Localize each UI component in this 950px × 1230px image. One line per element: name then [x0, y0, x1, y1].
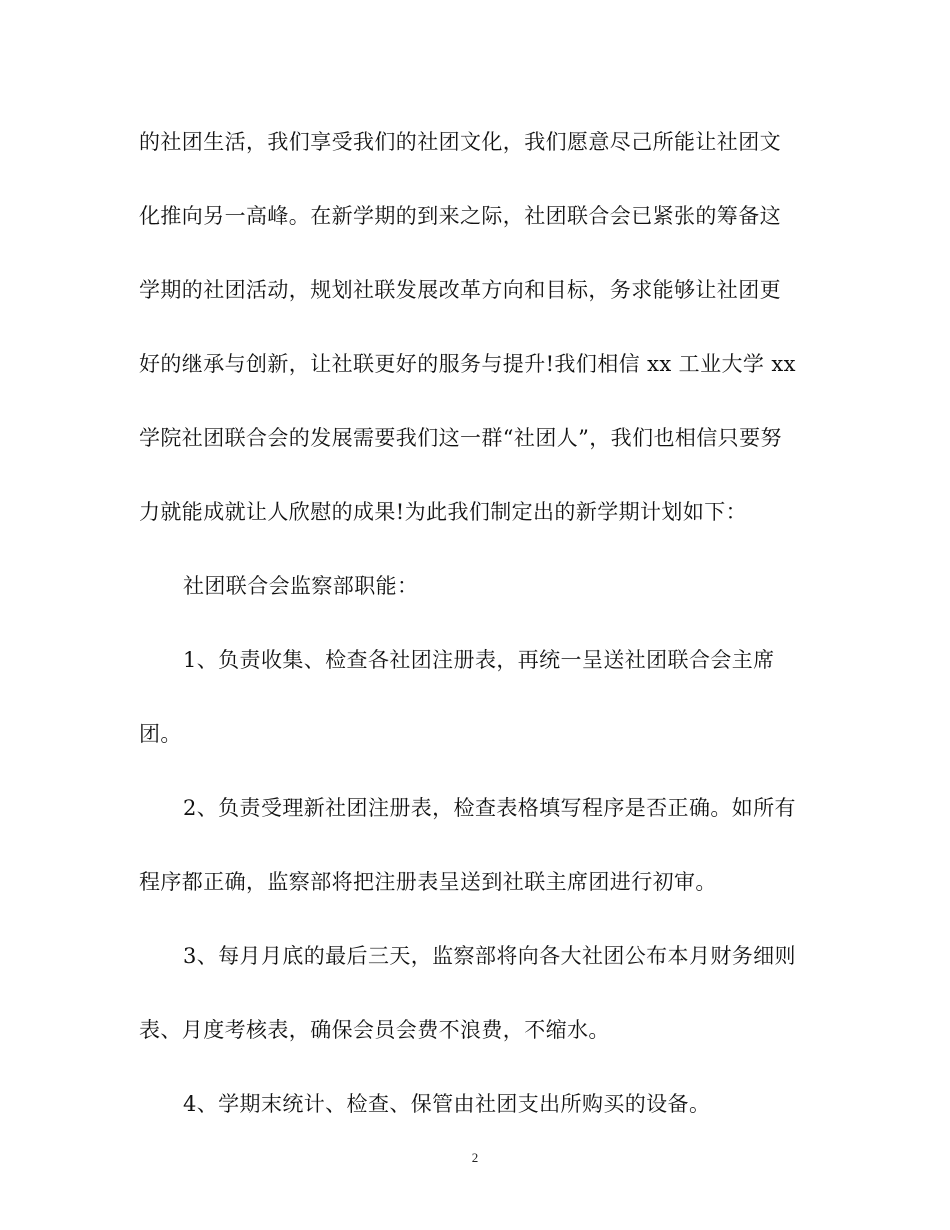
text-line-2: 化推向另一高峰。在新学期的到来之际，社团联合会已紧张的筹备这: [139, 204, 781, 228]
text-line-6: 力就能成就让人欣慰的成果!为此我们制定出的新学期计划如下：: [139, 500, 748, 524]
list-item-3-continued: 表、月度考核表，确保会员会费不浪费，不缩水。: [139, 1018, 610, 1042]
text-line-4: 好的继承与创新，让社联更好的服务与提升!我们相信 xx 工业大学 xx: [139, 352, 796, 376]
list-item-1-continued: 团。: [139, 722, 182, 746]
list-item-4: 4、学期末统计、检查、保管由社团支出所购买的设备。: [183, 1092, 711, 1116]
list-item-2: 2、负责受理新社团注册表，检查表格填写程序是否正确。如所有: [183, 796, 796, 820]
text-line-3: 学期的社团活动，规划社联发展改革方向和目标，务求能够让社团更: [139, 278, 781, 302]
list-item-3: 3、每月月底的最后三天，监察部将向各大社团公布本月财务细则: [183, 944, 796, 968]
list-item-1: 1、负责收集、检查各社团注册表，再统一呈送社团联合会主席: [183, 648, 775, 672]
text-line-1: 的社团生活，我们享受我们的社团文化，我们愿意尽己所能让社团文: [139, 130, 781, 154]
page-number: 2: [471, 1150, 479, 1165]
list-item-2-continued: 程序都正确，监察部将把注册表呈送到社联主席团进行初审。: [139, 870, 717, 894]
text-line-5: 学院社团联合会的发展需要我们这一群“社团人”，我们也相信只要努: [139, 426, 782, 450]
section-heading-supervision-dept: 社团联合会监察部职能：: [183, 574, 419, 598]
